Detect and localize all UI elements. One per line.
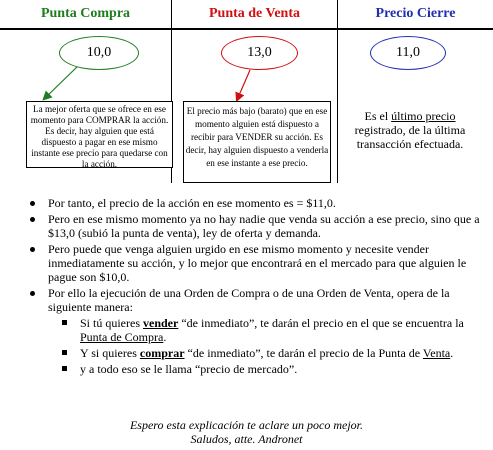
closing-line-1: Espero esta explicación te aclare un poco mejor. [129, 418, 364, 432]
bullet-icon [30, 247, 35, 252]
closing-signature: Saludos, atte. Andronet [190, 432, 303, 446]
header-punta-compra: Punta Compra [40, 6, 131, 21]
sub-item-text: y a todo eso se le llama “precio de mercado”. [80, 362, 298, 376]
link-venta: Venta [422, 346, 451, 360]
arrow-compra [44, 66, 78, 99]
list-item [30, 212, 485, 240]
oval-punta-venta [221, 36, 298, 70]
square-bullet-icon [62, 366, 67, 371]
list-item [30, 286, 485, 376]
square-bullet-icon [62, 350, 67, 355]
sub-item-text: . [450, 346, 454, 360]
bullet-icon [30, 217, 35, 222]
list-item-text: Por ello la ejecución de una Orden de Compra o de una Orden de Venta, opera de la siguiente manera: [48, 286, 450, 314]
square-bullet-icon [62, 320, 67, 325]
list-item [30, 196, 485, 210]
sub-list-item [62, 362, 485, 376]
sub-item-text: . [163, 330, 167, 344]
bullet-icon [30, 201, 35, 206]
sub-list-item [62, 346, 485, 360]
cierre-text-pre: Es el [364, 109, 392, 123]
sub-item-text: “de inmediato”, te darán el precio en el que se encuentra la [178, 316, 464, 330]
sub-item-text: “de inmediato”, te darán el precio de la Punta de [184, 346, 423, 360]
list-item [30, 242, 485, 284]
explanation-list [30, 196, 485, 378]
list-item-text: Pero puede que venga alguien urgido en ese mismo momento y necesite vender inmediatamente su acción, y lo mejor que encontrará en el mercado para que alguien le pague son $10,0. [48, 242, 467, 284]
box-precio-cierre [351, 107, 469, 151]
sub-list-item [62, 316, 485, 344]
cierre-text-highlight: último precio [391, 109, 456, 123]
oval-punta-compra [59, 36, 139, 70]
oval-precio-cierre [370, 36, 446, 70]
list-item-text: Pero en ese mismo momento ya no hay nadie que venda su acción a ese precio, sino que a $13,0 (subió la punta de venta), ley de oferta y demanda. [48, 212, 480, 240]
keyword-comprar: comprar [139, 346, 185, 360]
sub-item-text: Si tú quieres [80, 316, 143, 330]
box-punta-venta: El precio más bajo (barato) que en ese momento alguien está dispuesto a recibir para VENDER su acción. Es decir, hay alguien dispuesto a venderla en ese instante a ese precio. [183, 101, 331, 183]
value-punta-venta: 13,0 [247, 45, 272, 60]
sub-item-text: Y si quieres [80, 346, 140, 360]
arrow-venta [237, 70, 250, 100]
bullet-icon [30, 291, 35, 296]
keyword-vender: vender [143, 316, 179, 330]
cierre-text-post: registrado, de la última transacción efectuada. [354, 123, 466, 151]
header-punta-venta: Punta de Venta [208, 6, 301, 21]
value-punta-compra: 10,0 [86, 45, 112, 60]
header-precio-cierre: Precio Cierre [375, 6, 456, 21]
closing-note [0, 418, 493, 446]
value-precio-cierre: 11,0 [396, 45, 420, 60]
list-item-text: Por tanto, el precio de la acción en ese momento es = $11,0. [48, 196, 336, 210]
box-punta-compra: La mejor oferta que se ofrece en ese momento para COMPRAR la acción. Es decir, hay alguien que está dispuesto a pagar en ese mismo instante ese precio para quedarse con la acción. [26, 101, 173, 168]
link-punta-compra: Punta de Compra [80, 330, 164, 344]
